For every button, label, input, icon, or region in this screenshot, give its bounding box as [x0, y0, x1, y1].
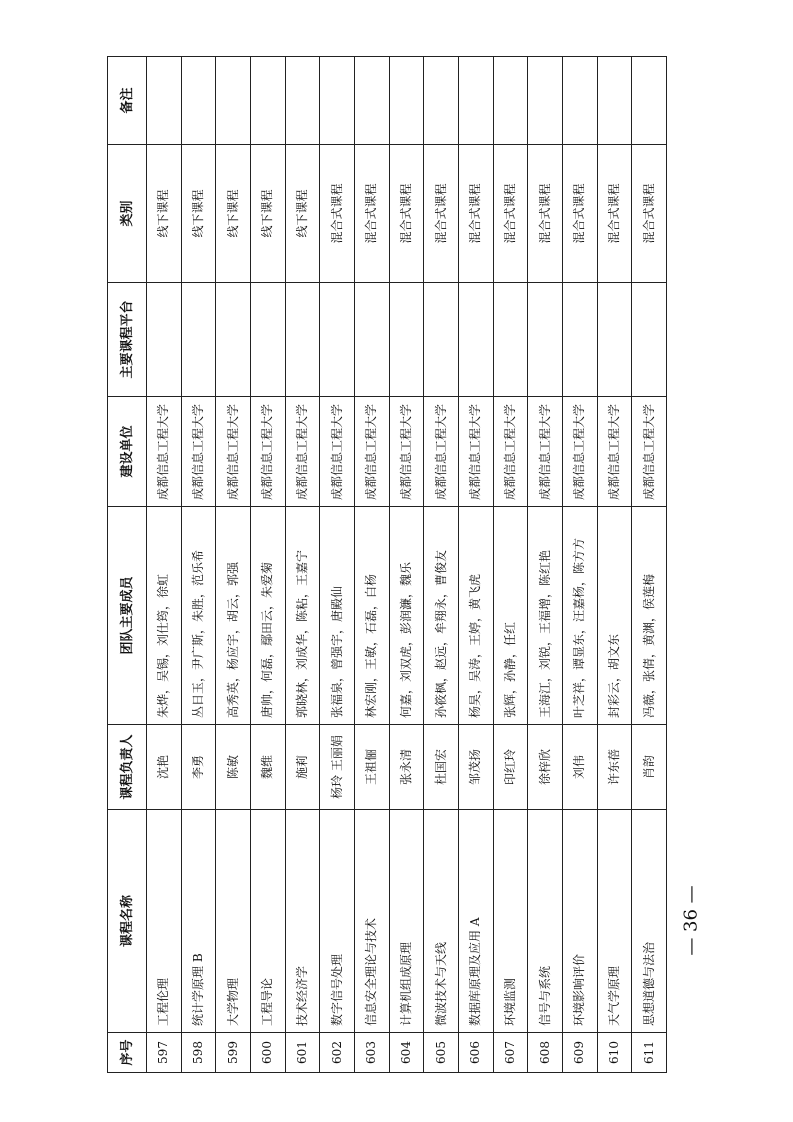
cell-type: 混合式课程 [597, 145, 632, 283]
course-table [107, 56, 667, 1073]
cell-team: 朱烨，吴锡，刘仕筠，徐虹 [147, 507, 182, 725]
cell-team: 高秀英，杨应宇，胡云，郭强 [216, 507, 251, 725]
cell-note [562, 57, 597, 145]
cell-course-name: 环境监测 [493, 810, 528, 1033]
cell-platform [632, 283, 667, 397]
cell-lead: 李勇 [181, 725, 216, 810]
page-number [676, 880, 706, 960]
cell-unit: 成都信息工程大学 [147, 397, 182, 507]
cell-team: 张辉，孙静，任红 [493, 507, 528, 725]
header-unit: 建设单位 [108, 397, 147, 507]
cell-course-name: 思想道德与法治 [632, 810, 667, 1033]
page-number-text: — 36 — [680, 884, 702, 956]
cell-note [632, 57, 667, 145]
cell-note [354, 57, 389, 145]
cell-team: 何嘉，刘双虎，彭润濂，魏乐 [389, 507, 424, 725]
cell-lead: 许东蓓 [597, 725, 632, 810]
cell-unit: 成都信息工程大学 [250, 397, 285, 507]
table-row [458, 57, 493, 1073]
cell-platform [147, 283, 182, 397]
cell-platform [493, 283, 528, 397]
cell-lead: 肖韵 [632, 725, 667, 810]
cell-lead: 沈艳 [147, 725, 182, 810]
cell-type: 混合式课程 [354, 145, 389, 283]
cell-type: 线下课程 [181, 145, 216, 283]
cell-course-name: 信息安全理论与技术 [354, 810, 389, 1033]
cell-type: 混合式课程 [424, 145, 459, 283]
cell-course-name: 工程伦理 [147, 810, 182, 1033]
cell-team: 杨昊，吴涛，王婷，黄飞虎 [458, 507, 493, 725]
cell-course-name: 微波技术与天线 [424, 810, 459, 1033]
table-row [250, 57, 285, 1073]
cell-unit: 成都信息工程大学 [320, 397, 355, 507]
header-num: 序号 [108, 1033, 147, 1073]
cell-course-name: 计算机组成原理 [389, 810, 424, 1033]
cell-num: 603 [354, 1033, 389, 1073]
header-type: 类别 [108, 145, 147, 283]
table-row [632, 57, 667, 1073]
table-row [528, 57, 563, 1073]
cell-num: 604 [389, 1033, 424, 1073]
cell-lead: 杨玲 王丽娟 [320, 725, 355, 810]
cell-team: 张福泉，曾强宇，唐殿仙 [320, 507, 355, 725]
cell-num: 600 [250, 1033, 285, 1073]
cell-num: 606 [458, 1033, 493, 1073]
cell-unit: 成都信息工程大学 [528, 397, 563, 507]
cell-type: 线下课程 [285, 145, 320, 283]
cell-platform [354, 283, 389, 397]
cell-platform [285, 283, 320, 397]
cell-team: 丛日玉，尹广斯，朱胜，范乐希 [181, 507, 216, 725]
cell-platform [389, 283, 424, 397]
cell-note [493, 57, 528, 145]
cell-lead: 魏维 [250, 725, 285, 810]
table-row [493, 57, 528, 1073]
table-row [424, 57, 459, 1073]
cell-note [424, 57, 459, 145]
cell-course-name: 天气学原理 [597, 810, 632, 1033]
table-row [354, 57, 389, 1073]
cell-platform [320, 283, 355, 397]
rotated-table-region [107, 57, 667, 1073]
table-header-row [108, 57, 147, 1073]
cell-platform [562, 283, 597, 397]
cell-num: 597 [147, 1033, 182, 1073]
cell-team: 孙筱枫，赵远，牟翔永，曹俊友 [424, 507, 459, 725]
cell-team: 林宏刚，王敏，石磊，白杨 [354, 507, 389, 725]
cell-num: 608 [528, 1033, 563, 1073]
cell-team: 封彩云，胡文东 [597, 507, 632, 725]
cell-num: 601 [285, 1033, 320, 1073]
cell-type: 混合式课程 [632, 145, 667, 283]
cell-note [147, 57, 182, 145]
table-row [181, 57, 216, 1073]
cell-type: 线下课程 [250, 145, 285, 283]
cell-type: 混合式课程 [458, 145, 493, 283]
table-row [320, 57, 355, 1073]
cell-note [320, 57, 355, 145]
cell-course-name: 数字信号处理 [320, 810, 355, 1033]
cell-num: 610 [597, 1033, 632, 1073]
table-row [285, 57, 320, 1073]
cell-note [285, 57, 320, 145]
cell-platform [250, 283, 285, 397]
cell-team: 唐帅，何磊，鄢田云，朱爱菊 [250, 507, 285, 725]
cell-note [597, 57, 632, 145]
cell-num: 599 [216, 1033, 251, 1073]
cell-lead: 王祖俪 [354, 725, 389, 810]
cell-unit: 成都信息工程大学 [354, 397, 389, 507]
cell-course-name: 环境影响评价 [562, 810, 597, 1033]
cell-note [181, 57, 216, 145]
cell-type: 混合式课程 [389, 145, 424, 283]
cell-note [216, 57, 251, 145]
cell-course-name: 大学物理 [216, 810, 251, 1033]
cell-team: 郭晓林，刘成华，陈粘，王嘉宁 [285, 507, 320, 725]
cell-note [250, 57, 285, 145]
cell-lead: 陈敏 [216, 725, 251, 810]
table-row [562, 57, 597, 1073]
cell-num: 607 [493, 1033, 528, 1073]
cell-unit: 成都信息工程大学 [632, 397, 667, 507]
cell-lead: 刘伟 [562, 725, 597, 810]
cell-num: 611 [632, 1033, 667, 1073]
table-row [597, 57, 632, 1073]
cell-unit: 成都信息工程大学 [597, 397, 632, 507]
cell-platform [216, 283, 251, 397]
cell-platform [597, 283, 632, 397]
header-platform: 主要课程平台 [108, 283, 147, 397]
cell-team: 叶芝祥，谭显东，汪嘉杨，陈方方 [562, 507, 597, 725]
cell-course-name: 数据库原理及应用 A [458, 810, 493, 1033]
cell-unit: 成都信息工程大学 [389, 397, 424, 507]
cell-team: 王海江，刘锐，王福增，陈红艳 [528, 507, 563, 725]
cell-type: 混合式课程 [493, 145, 528, 283]
table-row [216, 57, 251, 1073]
cell-type: 混合式课程 [320, 145, 355, 283]
cell-lead: 邹茂扬 [458, 725, 493, 810]
cell-lead: 张永清 [389, 725, 424, 810]
cell-type: 线下课程 [147, 145, 182, 283]
cell-course-name: 工程导论 [250, 810, 285, 1033]
cell-unit: 成都信息工程大学 [424, 397, 459, 507]
cell-lead: 杜国宏 [424, 725, 459, 810]
cell-num: 602 [320, 1033, 355, 1073]
cell-num: 609 [562, 1033, 597, 1073]
cell-lead: 施莉 [285, 725, 320, 810]
table-row [147, 57, 182, 1073]
cell-num: 598 [181, 1033, 216, 1073]
cell-unit: 成都信息工程大学 [285, 397, 320, 507]
cell-course-name: 信号与系统 [528, 810, 563, 1033]
header-lead: 课程负责人 [108, 725, 147, 810]
cell-platform [424, 283, 459, 397]
cell-unit: 成都信息工程大学 [458, 397, 493, 507]
cell-platform [528, 283, 563, 397]
cell-course-name: 技术经济学 [285, 810, 320, 1033]
header-note: 备注 [108, 57, 147, 145]
cell-type: 线下课程 [216, 145, 251, 283]
table-row [389, 57, 424, 1073]
cell-type: 混合式课程 [528, 145, 563, 283]
cell-note [528, 57, 563, 145]
cell-platform [181, 283, 216, 397]
header-course-name: 课程名称 [108, 810, 147, 1033]
cell-note [458, 57, 493, 145]
cell-unit: 成都信息工程大学 [493, 397, 528, 507]
cell-type: 混合式课程 [562, 145, 597, 283]
cell-note [389, 57, 424, 145]
header-team: 团队主要成员 [108, 507, 147, 725]
cell-team: 冯薇，张倩，黄渊，侯莲梅 [632, 507, 667, 725]
cell-lead: 徐梓欣 [528, 725, 563, 810]
cell-unit: 成都信息工程大学 [181, 397, 216, 507]
cell-lead: 印红玲 [493, 725, 528, 810]
cell-unit: 成都信息工程大学 [562, 397, 597, 507]
cell-platform [458, 283, 493, 397]
cell-unit: 成都信息工程大学 [216, 397, 251, 507]
landscape-table-wrapper [107, 57, 667, 1073]
table-body [147, 57, 667, 1073]
cell-course-name: 统计学原理 B [181, 810, 216, 1033]
cell-num: 605 [424, 1033, 459, 1073]
